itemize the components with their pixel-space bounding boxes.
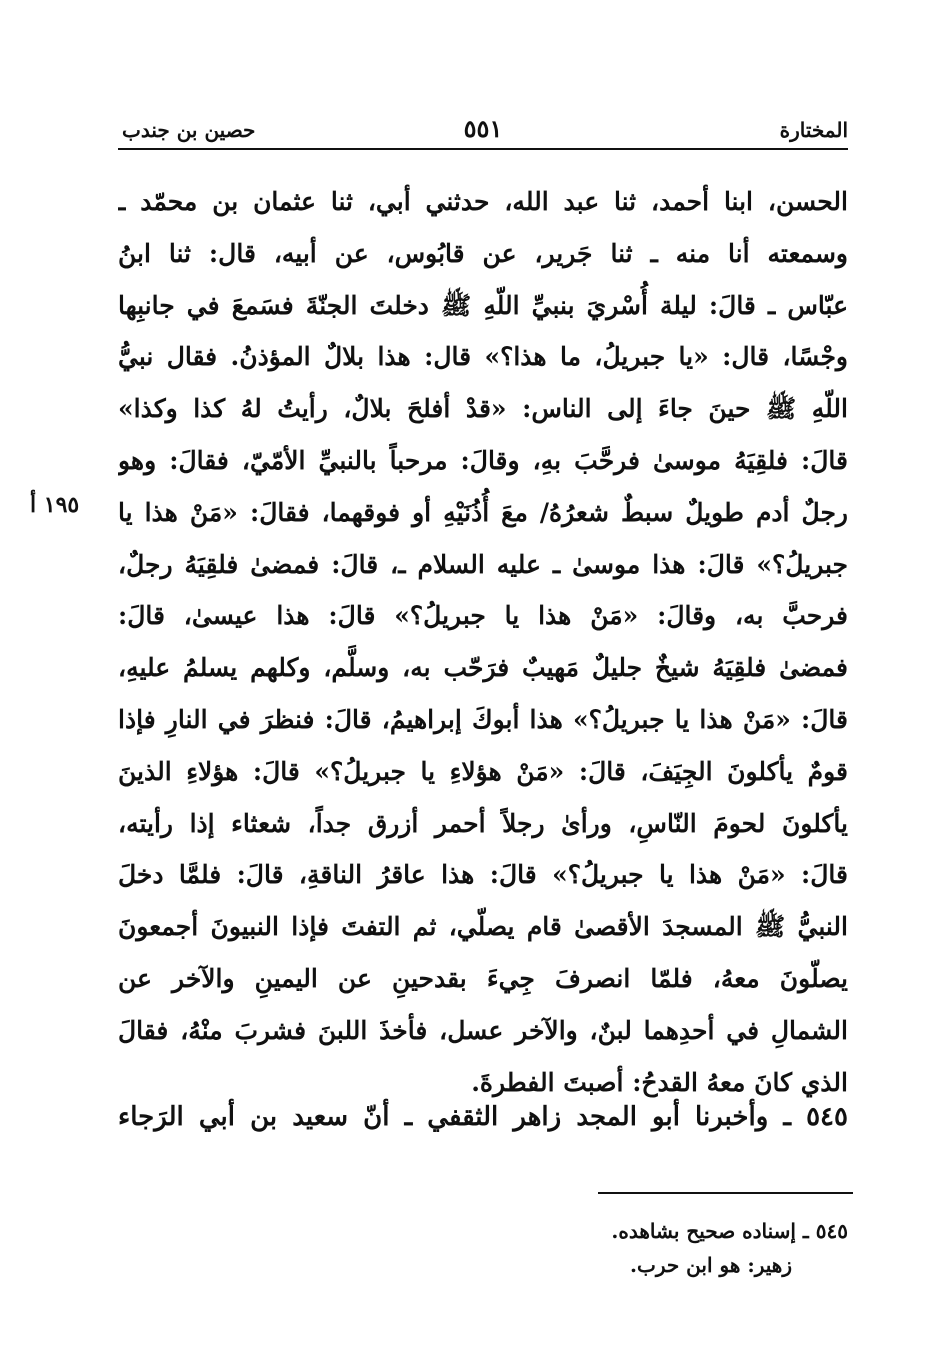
text-line: فرحبَّ به، وقالَ: «مَنْ هذا يا جبريلُ؟» قالَ: هذا عيسىٰ، قالَ:: [118, 601, 848, 631]
page-header: [118, 112, 848, 150]
text-line: الحسن، ابنا أحمد، ثنا عبد الله، حدثني أبي، ثنا عثمان بن محمّد ـ: [118, 187, 848, 216]
text-line: فمضىٰ فلقِيَهُ شيخٌ جليلٌ مَهيبٌ فرَحّب به، وسلَّم، وكلهم يسلمُ عليهِ،: [118, 653, 848, 683]
text-line: يأكلونَ لحومَ النّاسِ، ورأىٰ رجلاً أحمر أزرق جداً، شعثاء إذا رأيته،: [118, 808, 848, 838]
text-line: الشمالِ في أحدِهما لبنٌ، والآخر عسل، فأخذَ اللبنَ فشربَ منْهُ، فقالَ: [118, 1015, 848, 1045]
text-line: قالَ: «مَنْ هذا يا جبريلُ؟» قالَ: هذا عاقرُ الناقةِ، قالَ: فلمَّا دخلَ: [118, 860, 848, 890]
text-line: رجلٌ أدم طويلٌ سبطٌ شعرُهُ/ معَ أُذُنَيْهِ أو فوقهما، فقالَ: «مَنْ هذا يا: [118, 497, 848, 527]
text-line: قالَ: «مَنْ هذا يا جبريلُ؟» هذا أبوكَ إبراهيمُ، قالَ: فنظرَ في النارِ فإذا: [118, 704, 848, 734]
text-line: الذي كانَ معهُ القدحُ: أصبتَ الفطرةَ.: [471, 1067, 848, 1097]
footnote-divider: [598, 1192, 853, 1194]
footnotes: [500, 1214, 848, 1282]
text-line: النبيُّ ﷺ المسجدَ الأقصىٰ قام يصلّي، ثم التفتَ فإذا النبيونَ أجمعونَ: [118, 912, 848, 942]
footnote-line: زهير: هو ابن حرب.: [630, 1253, 792, 1277]
text-line: قومٌ يأكلونَ الجِيَفَ، قالَ: «مَنْ هؤلاءِ يا جبريلُ؟» قالَ: هؤلاءِ الذينَ: [118, 756, 848, 786]
header-book-title: المختارة: [779, 118, 848, 142]
footnote-line: ٥٤٥ ـ إسناده صحيح بشاهده.: [611, 1219, 848, 1243]
header-section-title: حصين بن جندب: [122, 118, 256, 142]
text-line: جبريلُ؟» قالَ: هذا موسىٰ ـ عليه السلام ـ، قالَ: فمضىٰ فلقِيَهُ رجلٌ،: [118, 549, 848, 579]
text-line: عبّاس ـ قالَ: ليلة أُسْريَ بنبيِّ اللّهِ ﷺ دخلتَ الجنّةَ فسَمعَ في جانبِها: [118, 290, 848, 320]
text-line: قالَ: فلقِيَهُ موسىٰ فرحَّبَ بهِ، وقالَ: مرحباً بالنبيِّ الأمّيّ، فقالَ: وهو: [118, 445, 848, 475]
next-paragraph-start: ٥٤٥ ـ وأخبرنا أبو المجد زاهر الثقفي ـ أنّ سعيد بن أبي الرَجاء: [118, 1102, 848, 1132]
page-number: ٥٥١: [463, 114, 503, 143]
margin-manuscript-reference: ١٩٥ أ: [30, 492, 80, 518]
text-line: وجْسًا، قال: «يا جبريلُ، ما هذا؟» قال: هذا بلالٌ المؤذنُ. فقال نبيُّ: [118, 342, 848, 372]
text-line: يصلّونَ معهُ، فلمّا انصرفَ جِيءَ بقدحينِ عن اليمينِ والآخر عن: [118, 963, 848, 993]
text-line: وسمعته أنا منه ـ ثنا جَرير، عن قابُوس، عن أبيه، قال: ثنا ابنُ: [118, 238, 848, 268]
text-line: اللّهِ ﷺ حينَ جاءَ إلى الناس: «قدْ أفلحَ بلالٌ، رأيتُ لهُ كذا وكذا»: [118, 394, 848, 424]
main-text: [118, 176, 848, 1108]
